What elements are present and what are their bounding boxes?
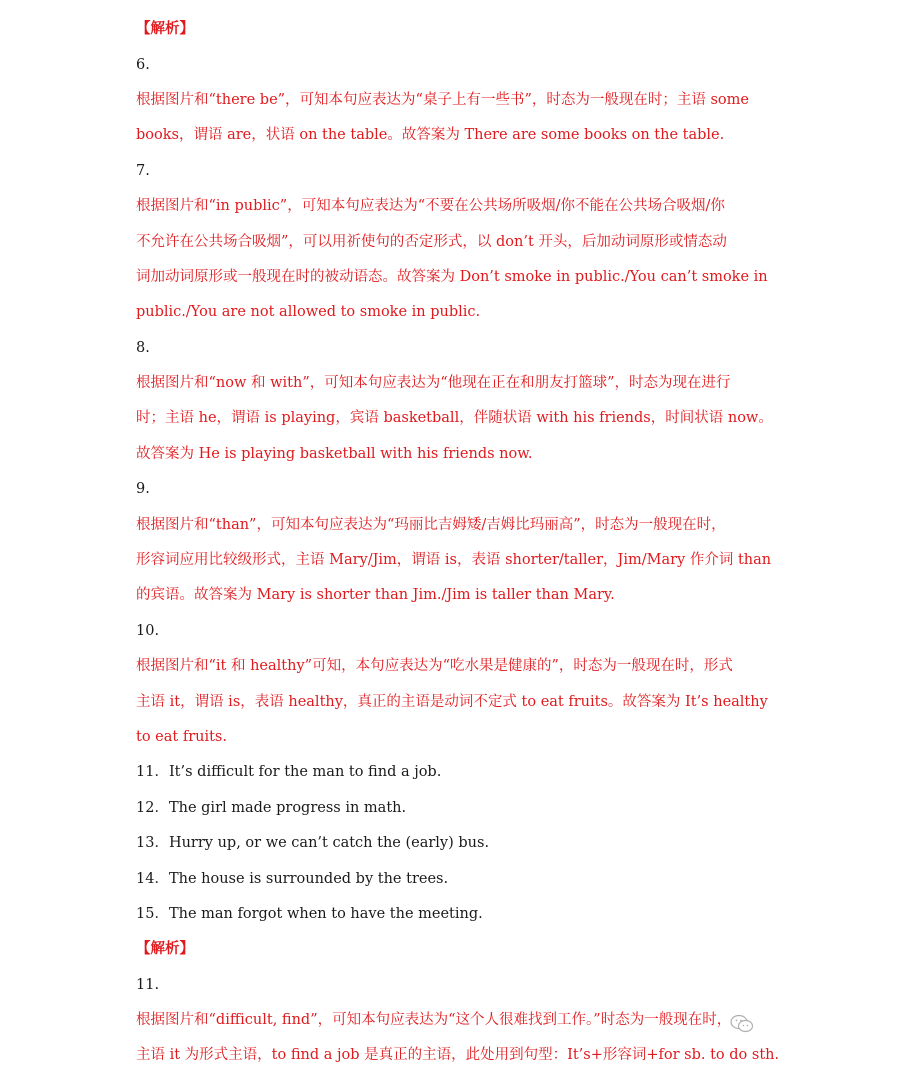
- answer-line: 15．The man forgot when to have the meeting.: [136, 906, 483, 922]
- explanation-line: 不允许在公共场合吸烟”，可以用祈使句的否定形式，以 don’t 开头，后加动词原形或情态动: [136, 234, 727, 250]
- explanation-line: 故答案为 He is playing basketball with his friends now.: [136, 446, 533, 462]
- explanation-line: 根据图片和“now 和 with”，可知本句应表达为“他现在正在和朋友打篮球”，时态为现在进行: [136, 375, 731, 391]
- explanation-line: books，谓语 are，状语 on the table。故答案为 There are some books on the table.: [136, 127, 725, 143]
- explanation-line: 时；主语 he，谓语 is playing，宾语 basketball，伴随状语 with his friends，时间状语 now。: [136, 410, 773, 426]
- explanation-line: 根据图片和“than”，可知本句应表达为“玛丽比吉姆矮/吉姆比玛丽高”，时态为一般现在时，: [136, 517, 726, 533]
- explanation-line: 主语 it 为形式主语，to find a job 是真正的主语，此处用到句型：It’s+形容词+for sb. to do sth.: [136, 1047, 780, 1063]
- item-number: 9.: [136, 481, 150, 497]
- explanation-line: 根据图片和“in public”，可知本句应表达为“不要在公共场所吸烟/你不能在公共场合吸烟/你: [136, 198, 725, 214]
- explanation-line: 主语 it，谓语 is，表语 healthy，真正的主语是动词不定式 to eat fruits。故答案为 It’s healthy: [136, 694, 768, 710]
- explanation-line: 根据图片和“difficult, find”，可知本句应表达为“这个人很难找到工作。”时态为一般现在时，: [136, 1012, 732, 1028]
- explanation-line: 词加动词原形或一般现在时的被动语态。故答案为 Don’t smoke in public./You can’t smoke in: [136, 269, 768, 285]
- section-heading-analysis: 【解析】: [136, 20, 194, 37]
- wechat-icon: [730, 1014, 754, 1034]
- item-number: 11.: [136, 977, 160, 993]
- section-heading-analysis: 【解析】: [136, 940, 194, 957]
- item-number: 7.: [136, 163, 150, 179]
- item-number: 6.: [136, 57, 150, 73]
- explanation-line: public./You are not allowed to smoke in public.: [136, 304, 481, 320]
- explanation-line: 根据图片和“it 和 healthy”可知，本句应表达为“吃水果是健康的”，时态为一般现在时，形式: [136, 658, 733, 674]
- explanation-line: 的宾语。故答案为 Mary is shorter than Jim./Jim is taller than Mary.: [136, 587, 615, 603]
- answer-line: 14．The house is surrounded by the trees.: [136, 871, 449, 887]
- explanation-line: to eat fruits.: [136, 729, 227, 745]
- answer-line: 13．Hurry up, or we can’t catch the (early) bus.: [136, 835, 490, 851]
- explanation-line: 形容词应用比较级形式，主语 Mary/Jim，谓语 is，表语 shorter/taller，Jim/Mary 作介词 than: [136, 552, 772, 568]
- item-number: 10.: [136, 623, 160, 639]
- answer-line: 11．It’s difficult for the man to find a job.: [136, 764, 442, 780]
- explanation-line: 根据图片和“there be”，可知本句应表达为“桌子上有一些书”，时态为一般现在时；主语 some: [136, 92, 749, 108]
- item-number: 8.: [136, 340, 150, 356]
- answer-line: 12．The girl made progress in math.: [136, 800, 407, 816]
